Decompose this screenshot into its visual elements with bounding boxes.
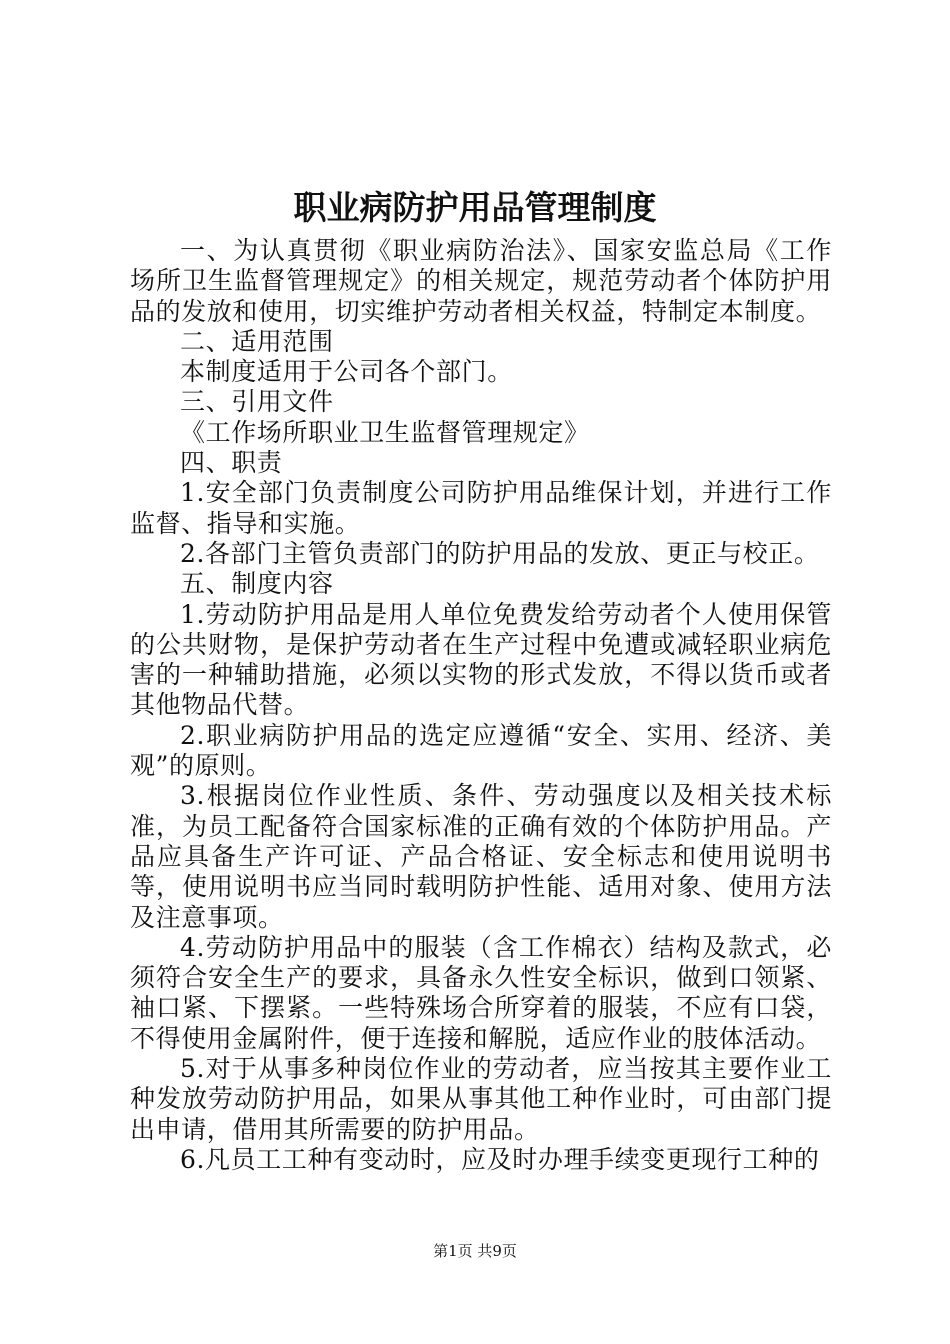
document-title: 职业病防护用品管理制度 <box>293 188 657 227</box>
paragraph-responsibility-1: 1.安全部门负责制度公司防护用品维保计划，并进行工作监督、指导和实施。 <box>130 478 832 538</box>
document-body <box>130 236 832 1175</box>
heading-responsibilities: 四、职责 <box>180 448 283 478</box>
paragraph-scope: 本制度适用于公司各个部门。 <box>180 357 513 387</box>
heading-content: 五、制度内容 <box>180 569 334 599</box>
paragraph-content-2: 2.职业病防护用品的选定应遵循“安全、实用、经济、美观”的原则。 <box>130 720 832 781</box>
paragraph-purpose: 一、为认真贯彻《职业病防治法》、国家安监总局《工作场所卫生监督管理规定》的相关规定，规范劳动者个体防护用品的发放和使用，切实维护劳动者相关权益，特制定本制度。 <box>130 236 832 326</box>
paragraph-content-3: 3.根据岗位作业性质、条件、劳动强度以及相关技术标准，为员工配备符合国家标准的正确有效的个体防护用品。产品应具备生产许可证、产品合格证、安全标志和使用说明书等，使用说明书应当同时载明防护性能、适用对象、使用方法及注意事项。 <box>130 781 832 932</box>
paragraph-references: 《工作场所职业卫生监督管理规定》 <box>180 417 590 447</box>
heading-scope: 二、适用范围 <box>180 326 334 356</box>
paragraph-content-6: 6.凡员工工种有变动时，应及时办理手续变更现行工种的 <box>180 1144 820 1174</box>
paragraph-content-5: 5.对于从事多种岗位作业的劳动者，应当按其主要作业工种发放劳动防护用品，如果从事其他工种作业时，可由部门提出申请，借用其所需要的防护用品。 <box>130 1054 832 1144</box>
paragraph-content-4: 4.劳动防护用品中的服装（含工作棉衣）结构及款式，必须符合安全生产的要求，具备永久性安全标识，做到口领紧、袖口紧、下摆紧。一些特殊场合所穿着的服装，不应有口袋，不得使用金属附件，便于连接和解脱，适应作业的肢体活动。 <box>130 932 832 1053</box>
page-footer: 第1页 共9页 <box>433 1242 517 1260</box>
paragraph-content-1: 1.劳动防护用品是用人单位免费发给劳动者个人使用保管的公共财物，是保护劳动者在生产过程中免遭或减轻职业病危害的一种辅助措施，必须以实物的形式发放，不得以货币或者其他物品代替。 <box>130 599 832 720</box>
heading-references: 三、引用文件 <box>180 387 334 417</box>
paragraph-responsibility-2: 2.各部门主管负责部门的防护用品的发放、更正与校正。 <box>180 538 820 568</box>
